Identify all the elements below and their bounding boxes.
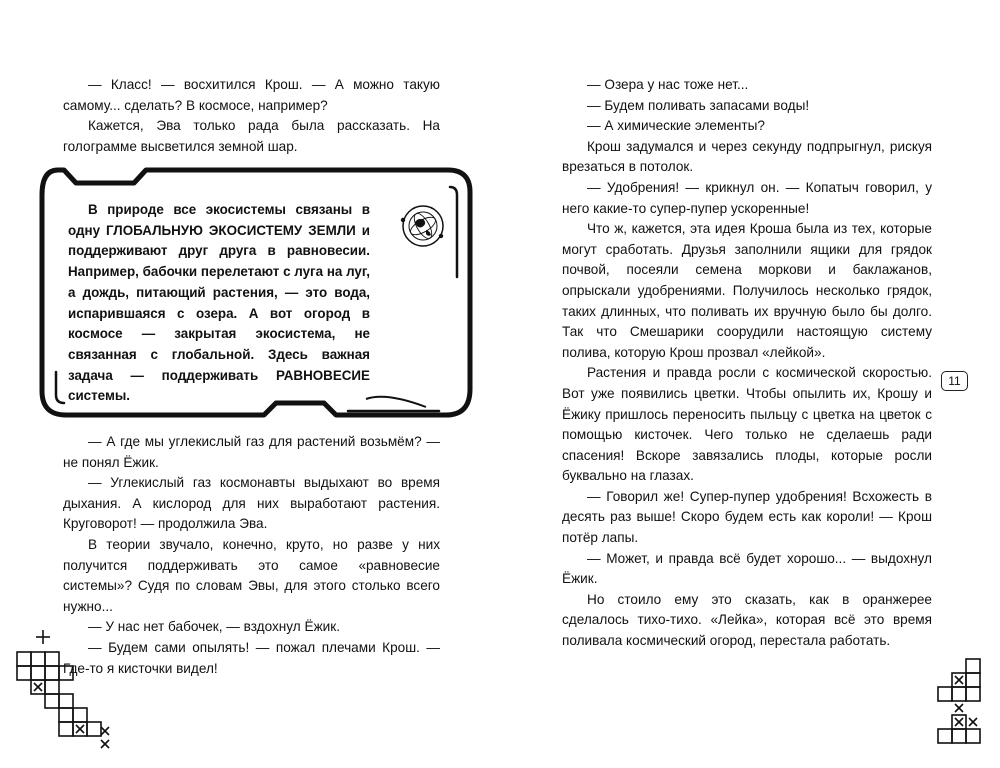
paragraph: Крош задумался и через секунду подпрыгнул, рискуя врезаться в потолок.	[562, 138, 932, 175]
paragraph: Что ж, кажется, эта идея Кроша была из тех, которые могут сработать. Друзья заполнили ящики для грядок почвой, посеяли семена моркови и баклажанов, опрыскали удобрениями. Получилось несколько грядок, таких длинных, что поливать их вручную было бы долго. Так что Смешарики соорудили настоящую систему полива, которую Крош прозвал «лейкой».	[562, 221, 932, 360]
paragraph: Растения и правда росли с космической скоростью. Вот уже появились цветки. Чтобы опылить их, Крошу и Ёжику пришлось переносить пыльцу с цветка на цветок с помощью кисточек. Чего только не сделаешь ради спасения! Вскоре завязались плоды, которые росли буквально на глазах.	[562, 365, 932, 484]
paragraph: В теории звучало, конечно, круто, но разве у них получится поддерживать это самое «равновесие системы»? Судя по словам Эвы, для этого столько всего нужно...	[63, 536, 440, 614]
paragraph: — Озера у нас тоже нет...	[587, 77, 749, 92]
grid-pattern-icon	[10, 630, 130, 755]
paragraph: — Будем сами опылять! — пожал плечами Крош. — Где-то я кисточки видел!	[63, 639, 440, 676]
paragraph: — А где мы углекислый газ для растений возьмём? — не понял Ёжик.	[63, 434, 440, 470]
paragraph: — У нас нет бабочек, — вздохнул Ёжик.	[88, 619, 340, 635]
paragraph: — Будем поливать запасами воды!	[587, 97, 810, 113]
right-page-text	[562, 75, 932, 652]
paragraph: — Углекислый газ космонавты выдыхают во время дыхания. А кислород для них выработают растения. Круговорот! — продолжила Эва.	[63, 475, 440, 532]
callout-text	[68, 200, 370, 407]
paragraph: — Говорил же! Супер-пупер удобрения! Всхожесть в десять раз выше! Скоро будем есть как короли! — Крош потёр лапы.	[562, 488, 932, 546]
page-number: 11	[941, 371, 968, 391]
paragraph: — А химические элементы?	[587, 118, 765, 134]
callout-paragraph: В природе все экосистемы связаны в одну ГЛОБАЛЬНУЮ ЭКОСИСТЕМУ ЗЕМЛИ и поддерживают друг друга в равновесии. Например, бабочки перелетают с луга на луг, а дождь, питающий растения, — это вода, испарившаяся с озера. А вот огород в космосе — закрытая экосистема, не связанная с глобальной. Здесь важная задача — поддерживать РАВНОВЕСИЕ системы.	[68, 202, 370, 404]
paragraph: — Класс! — восхитился Крош. — А можно такую самому... сделать? В космосе, например?	[63, 77, 440, 113]
paragraph: Но стоило ему это сказать, как в оранжерее сделалось тихо-тихо. «Лейка», которая всё это время поливала космический огород, перестала работать.	[562, 591, 932, 649]
left-page-top-text	[63, 75, 440, 157]
paragraph: — Может, и правда всё будет хорошо... — выдохнул Ёжик.	[562, 550, 932, 587]
paragraph: Кажется, Эва только рада была рассказать. На голограмме высветился земной шар.	[63, 118, 440, 154]
grid-pattern-icon	[928, 655, 992, 750]
paragraph: — Удобрения! — крикнул он. — Копатыч говорил, у него какие-то супер-пупер ускоренные!	[562, 179, 932, 216]
